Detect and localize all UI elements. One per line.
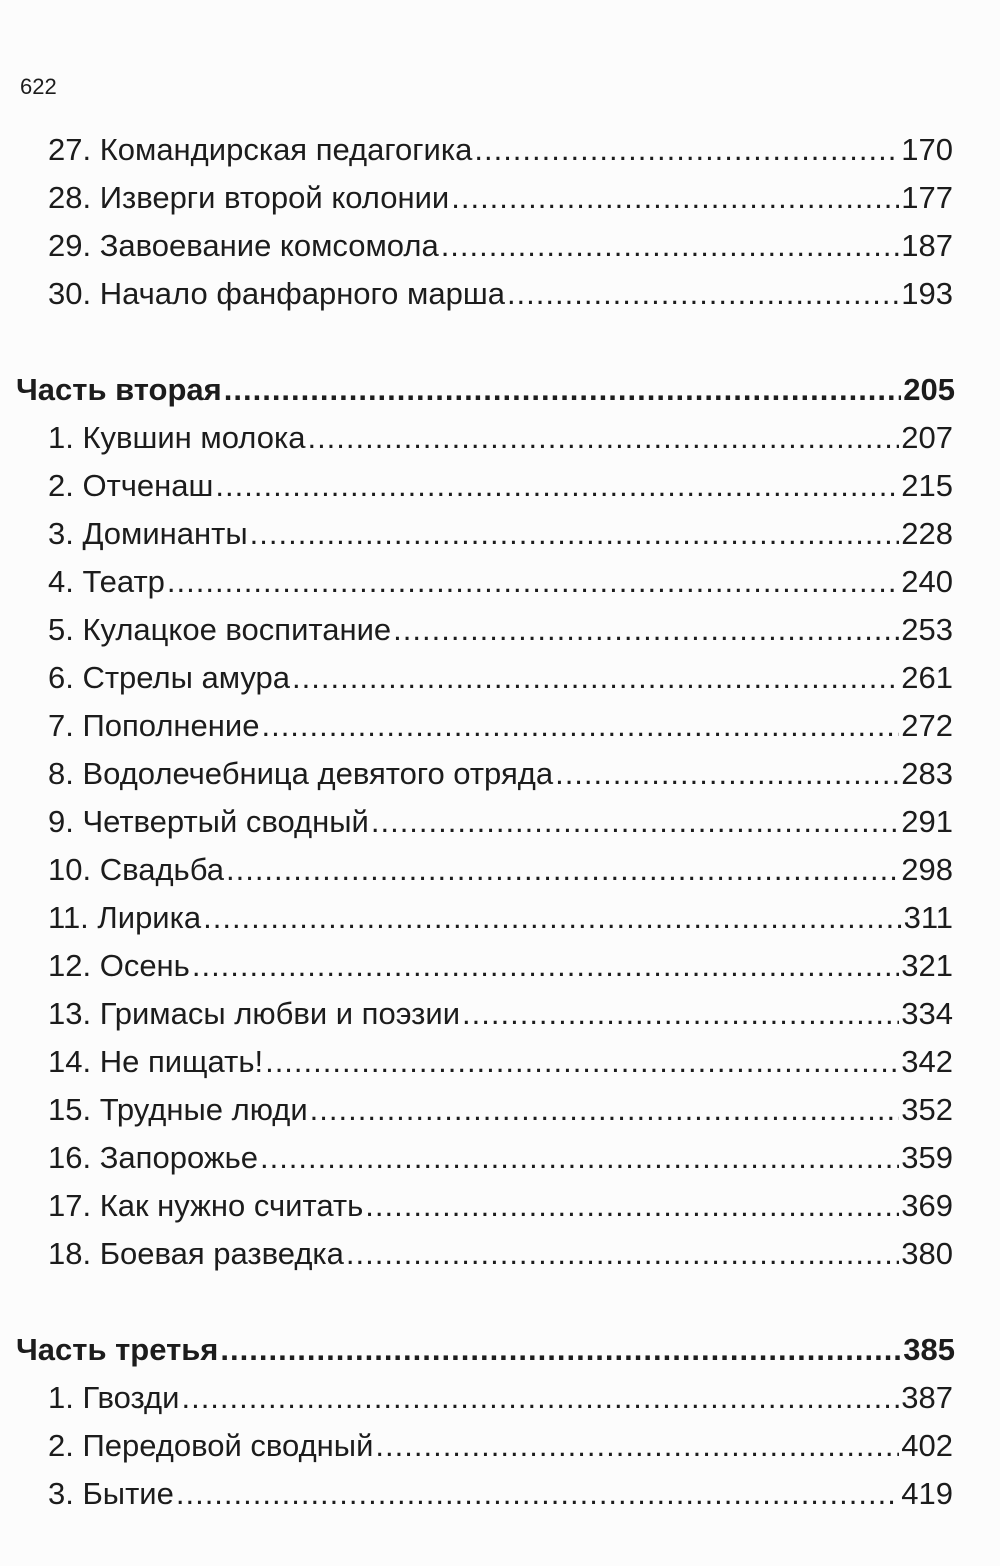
entry-page: 177 xyxy=(901,180,953,215)
toc-entry xyxy=(0,1422,953,1470)
toc-entry xyxy=(0,558,953,606)
entry-page: 385 xyxy=(903,1332,955,1367)
dot-leader xyxy=(451,174,899,222)
entry-page: 228 xyxy=(901,516,953,551)
section-gap xyxy=(0,1278,1000,1326)
entry-page: 311 xyxy=(903,900,953,935)
dot-leader xyxy=(260,1134,899,1182)
entry-page: 342 xyxy=(901,1044,953,1079)
toc-entry xyxy=(0,222,953,270)
section-gap xyxy=(0,318,1000,366)
entry-title: 29. Завоевание комсомола xyxy=(48,228,439,263)
entry-page: 352 xyxy=(901,1092,953,1127)
entry-page: 291 xyxy=(901,804,953,839)
toc-entry xyxy=(0,270,953,318)
dot-leader xyxy=(474,126,899,174)
entry-page: 359 xyxy=(901,1140,953,1175)
toc-entry xyxy=(0,1086,953,1134)
table-of-contents xyxy=(0,126,1000,1518)
entry-title: 4. Театр xyxy=(48,564,165,599)
part-heading xyxy=(0,1326,955,1374)
dot-leader xyxy=(346,1230,899,1278)
entry-page: 253 xyxy=(901,612,953,647)
entry-title: 14. Не пищать! xyxy=(48,1044,264,1079)
dot-leader xyxy=(507,270,899,318)
entry-title: 18. Боевая разведка xyxy=(48,1236,344,1271)
entry-title: 1. Гвозди xyxy=(48,1380,180,1415)
toc-entry xyxy=(0,846,953,894)
entry-page: 402 xyxy=(901,1428,953,1463)
dot-leader xyxy=(375,1422,899,1470)
entry-title: 28. Изверги второй колонии xyxy=(48,180,450,215)
entry-title: 2. Отченаш xyxy=(48,468,214,503)
entry-page: 187 xyxy=(901,228,953,263)
entry-page: 369 xyxy=(901,1188,953,1223)
dot-leader xyxy=(371,798,899,846)
toc-entry xyxy=(0,702,953,750)
dot-leader xyxy=(310,1086,900,1134)
entry-page: 240 xyxy=(901,564,953,599)
entry-page: 207 xyxy=(901,420,953,455)
entry-title: 3. Доминанты xyxy=(48,516,248,551)
toc-entry xyxy=(0,1134,953,1182)
dot-leader xyxy=(462,990,899,1038)
entry-title: 12. Осень xyxy=(48,948,190,983)
toc-entry xyxy=(0,414,953,462)
dot-leader xyxy=(393,606,899,654)
part-heading xyxy=(0,366,955,414)
dot-leader xyxy=(215,462,899,510)
entry-page: 205 xyxy=(903,372,955,407)
entry-page: 261 xyxy=(901,660,953,695)
entry-title: 17. Как нужно считать xyxy=(48,1188,364,1223)
entry-title: 16. Запорожье xyxy=(48,1140,258,1175)
toc-entry xyxy=(0,894,953,942)
toc-entry xyxy=(0,654,953,702)
dot-leader xyxy=(192,942,899,990)
entry-title: 5. Кулацкое воспитание xyxy=(48,612,392,647)
page-number: 622 xyxy=(20,74,57,99)
toc-entry xyxy=(0,126,953,174)
entry-page: 321 xyxy=(901,948,953,983)
dot-leader xyxy=(167,558,899,606)
toc-entry xyxy=(0,990,953,1038)
toc-entry xyxy=(0,1038,953,1086)
entry-title: 7. Пополнение xyxy=(48,708,260,743)
entry-title: 13. Гримасы любви и поэзии xyxy=(48,996,461,1031)
entry-title: 8. Водолечебница девятого отряда xyxy=(48,756,554,791)
entry-title: Часть третья xyxy=(16,1332,219,1367)
dot-leader xyxy=(176,1470,899,1518)
dot-leader xyxy=(265,1038,899,1086)
entry-title: 9. Четвертый сводный xyxy=(48,804,369,839)
entry-title: 3. Бытие xyxy=(48,1476,174,1511)
toc-entry xyxy=(0,1374,953,1422)
toc-entry xyxy=(0,1182,953,1230)
entry-title: 11. Лирика xyxy=(48,900,202,935)
entry-page: 419 xyxy=(901,1476,953,1511)
toc-entry xyxy=(0,510,953,558)
toc-entry xyxy=(0,750,953,798)
dot-leader xyxy=(226,846,899,894)
toc-entry xyxy=(0,942,953,990)
toc-entry xyxy=(0,1230,953,1278)
dot-leader xyxy=(292,654,899,702)
toc-entry xyxy=(0,1470,953,1518)
dot-leader xyxy=(555,750,899,798)
dot-leader xyxy=(224,366,902,414)
entry-page: 215 xyxy=(901,468,953,503)
entry-page: 170 xyxy=(901,132,953,167)
entry-title: 30. Начало фанфарного марша xyxy=(48,276,505,311)
entry-page: 193 xyxy=(901,276,953,311)
toc-entry xyxy=(0,174,953,222)
entry-title: 27. Командирская педагогика xyxy=(48,132,473,167)
dot-leader xyxy=(261,702,899,750)
entry-title: 10. Свадьба xyxy=(48,852,224,887)
toc-entry xyxy=(0,606,953,654)
entry-title: 1. Кувшин молока xyxy=(48,420,306,455)
entry-title: 15. Трудные люди xyxy=(48,1092,308,1127)
dot-leader xyxy=(365,1182,899,1230)
entry-title: 6. Стрелы амура xyxy=(48,660,291,695)
entry-title: Часть вторая xyxy=(16,372,222,407)
dot-leader xyxy=(203,894,901,942)
dot-leader xyxy=(220,1326,901,1374)
entry-page: 380 xyxy=(901,1236,953,1271)
entry-page: 298 xyxy=(901,852,953,887)
dot-leader xyxy=(181,1374,899,1422)
entry-page: 283 xyxy=(901,756,953,791)
dot-leader xyxy=(441,222,900,270)
toc-entry xyxy=(0,798,953,846)
entry-title: 2. Передовой сводный xyxy=(48,1428,374,1463)
entry-page: 387 xyxy=(901,1380,953,1415)
entry-page: 272 xyxy=(901,708,953,743)
dot-leader xyxy=(250,510,900,558)
dot-leader xyxy=(307,414,899,462)
toc-entry xyxy=(0,462,953,510)
entry-page: 334 xyxy=(901,996,953,1031)
